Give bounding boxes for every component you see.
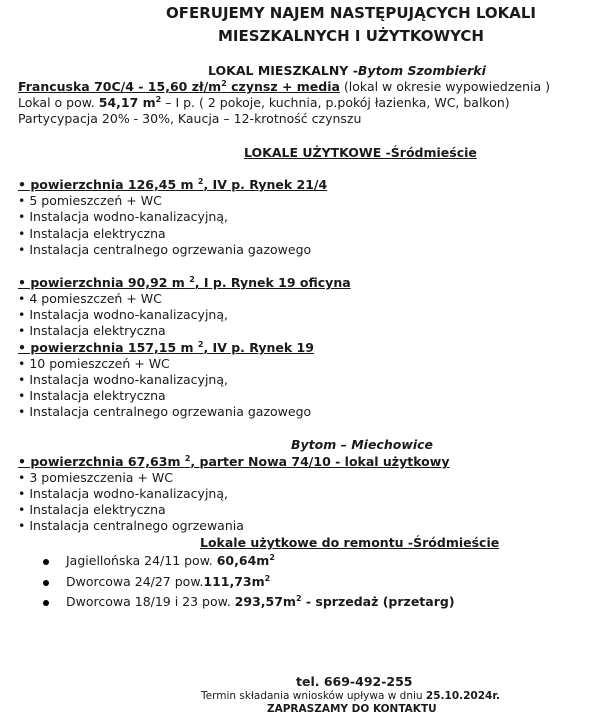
bullet-icon <box>43 600 49 606</box>
unit-2-feature: • Instalacja elektryczna <box>18 323 166 338</box>
unit-1-feature: • 5 pomieszczeń + WC <box>18 193 162 208</box>
renovation-item: Dworcowa 24/27 $pow.111,73m^2$ <box>66 573 271 589</box>
unit-2-feature: • 4 pomieszczeń + WC <box>18 291 162 306</box>
deadline-note: Termin składania wniosków upływa w dniu 25.10.2024r. <box>201 690 501 702</box>
renovation-item: Jagiellońska 24/11 pow. $60,64m^2$ <box>66 552 275 568</box>
unit-3-feature: • Instalacja elektryczna <box>18 388 166 403</box>
unit-3-feature: • 10 pomieszczeń + WC <box>18 356 170 371</box>
residential-area: Lokal o pow. 54,17 $m^2$ – I p. ( 2 pokoje, kuchnia, p.pokój łazienka, WC, balkon) <box>18 94 510 110</box>
page-title-line-1: OFERUJEMY NAJEM NASTĘPUJĄCYCH LOKALI <box>165 4 537 22</box>
miechowice-feature: • 3 pomieszczenia + WC <box>18 470 173 485</box>
renovation-item: Dworcowa 18/19 i 23 pow. $293,57m^2$ - sprzedaż (przetarg) <box>66 593 455 609</box>
miechowice-feature: • Instalacja wodno-kanalizacyjną, <box>18 486 228 501</box>
unit-2-title: • powierzchnia 90,92 m $^2$, I p. Rynek 19 oficyna <box>18 274 351 290</box>
unit-3-title: • powierzchnia 157,15 m $^2$, IV p. Rynek 19 <box>18 339 314 355</box>
contact-phone: tel. 669-492-255 <box>296 674 413 689</box>
unit-1-feature: • Instalacja elektryczna <box>18 226 166 241</box>
bullet-icon <box>43 580 49 586</box>
closing-note: ZAPRASZAMY DO KONTAKTU <box>267 703 437 715</box>
bullet-icon <box>43 559 49 565</box>
residential-heading: LOKAL MIESZKALNY -Bytom Szombierki <box>208 63 486 78</box>
miechowice-feature: • Instalacja centralnego ogrzewania <box>18 518 244 533</box>
miechowice-heading: Bytom – Miechowice <box>291 437 434 452</box>
miechowice-feature: • Instalacja elektryczna <box>18 502 166 517</box>
miechowice-title: • powierzchnia 67,63m $^2$, parter Nowa 74/10 - lokal użytkowy <box>18 453 450 469</box>
commercial-heading: LOKALE UŻYTKOWE -Śródmieście <box>244 145 477 160</box>
residential-note: (lokal w okresie wypowiedzenia ) <box>339 79 551 94</box>
unit-1-feature: • Instalacja wodno-kanalizacyjną, <box>18 209 228 224</box>
residential-address-main: Francuska 70C/4 - 15,60 $zł/m^2$ czynsz + media <box>18 78 340 94</box>
residential-terms: Partycypacja 20% - 30%, Kaucja – 12-krotność czynszu <box>18 111 362 126</box>
residential-address <box>18 79 550 95</box>
page-title-line-2: MIESZKALNYCH I UŻYTKOWYCH <box>218 27 484 45</box>
unit-3-feature: • Instalacja wodno-kanalizacyjną, <box>18 372 228 387</box>
renovation-heading: Lokale użytkowe do remontu -Śródmieście <box>200 535 500 550</box>
unit-1-feature: • Instalacja centralnego ogrzewania gazowego <box>18 242 312 257</box>
unit-1-title: • powierzchnia 126,45 m $^2$, IV p. Rynek 21/4 <box>18 176 328 192</box>
unit-3-feature: • Instalacja centralnego ogrzewania gazowego <box>18 404 312 419</box>
unit-2-feature: • Instalacja wodno-kanalizacyjną, <box>18 307 228 322</box>
